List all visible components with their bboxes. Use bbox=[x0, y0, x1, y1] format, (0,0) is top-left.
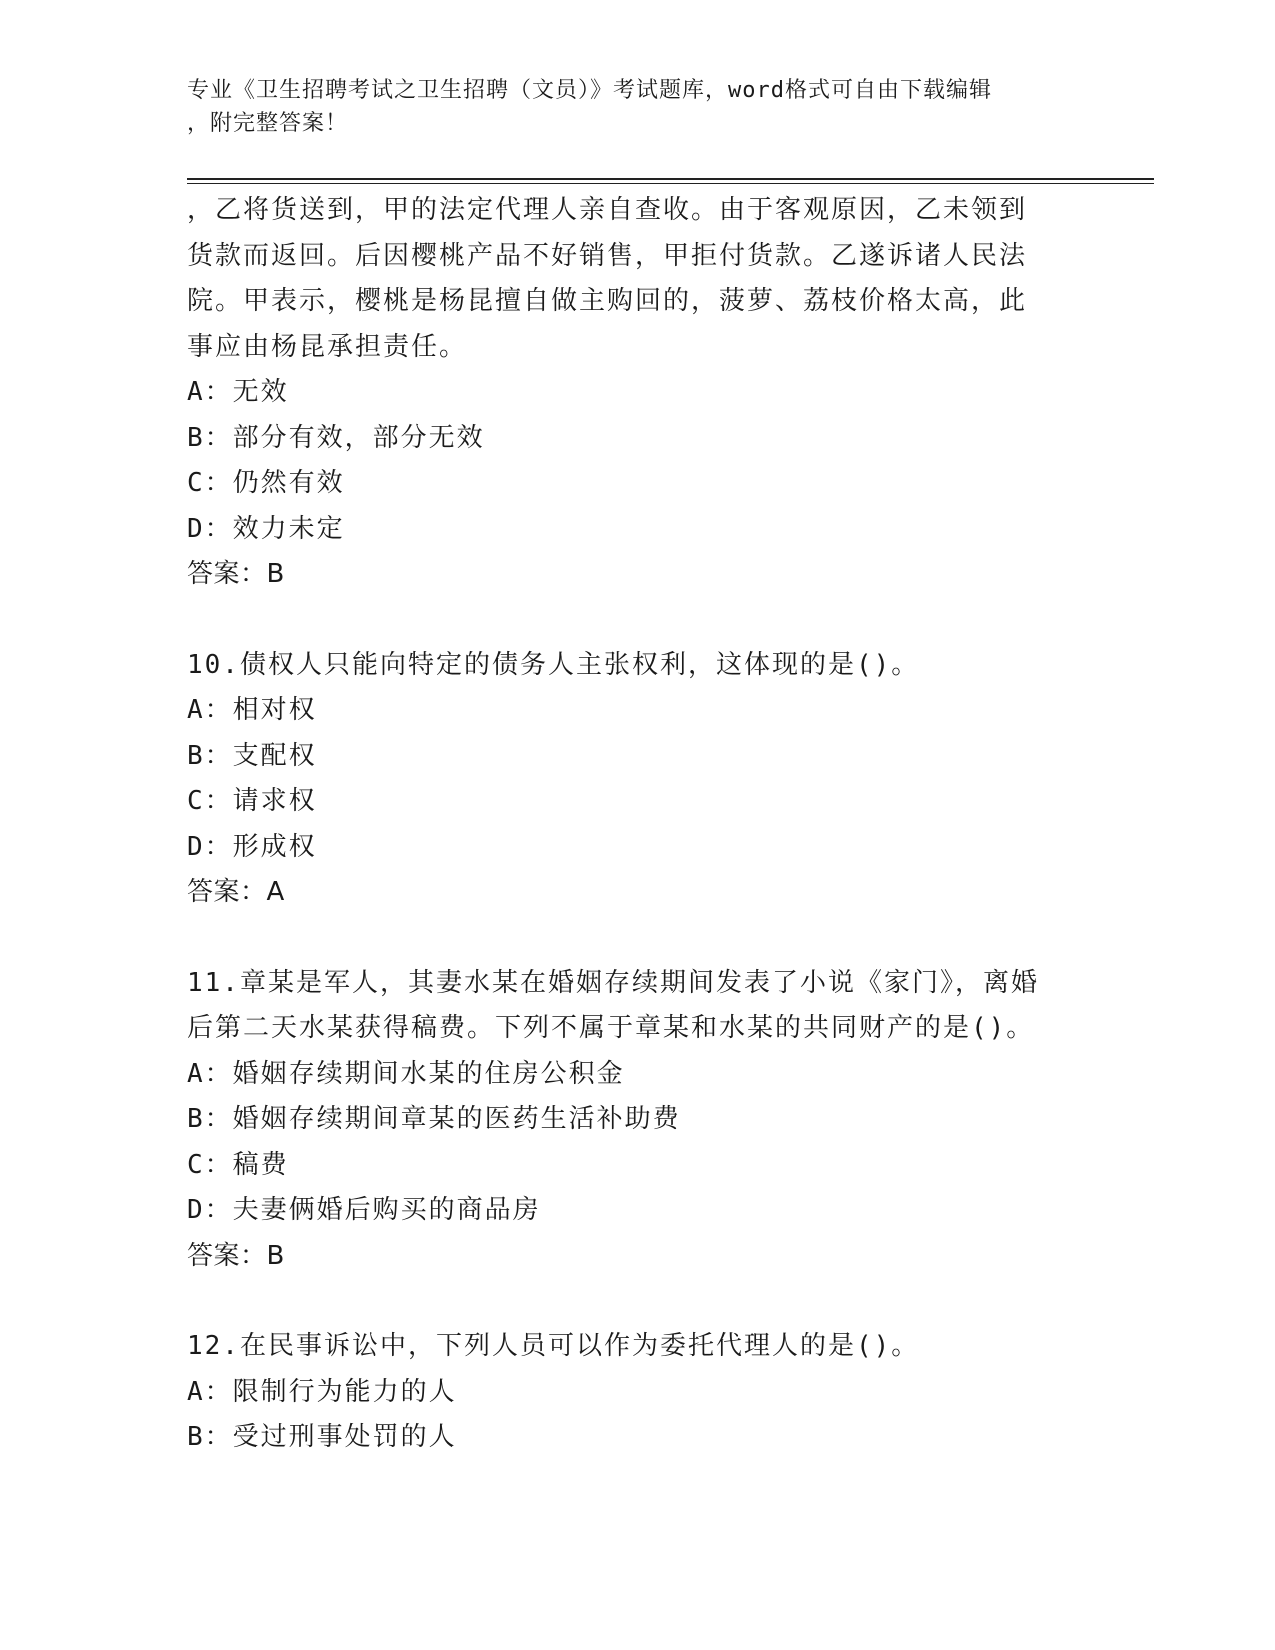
option-a: A：限制行为能力的人 bbox=[187, 1376, 457, 1407]
option-a: A：婚姻存续期间水某的住房公积金 bbox=[187, 1058, 625, 1089]
option-a: A：无效 bbox=[187, 377, 289, 407]
option-c: C：稿费 bbox=[187, 1149, 289, 1180]
document-header bbox=[187, 74, 1087, 140]
question-text-line: 12.在民事诉讼中，下列人员可以作为委托代理人的是()。 bbox=[187, 1331, 920, 1361]
question-text-line: 后第二天水某获得稿费。下列不属于章某和水某的共同财产的是()。 bbox=[187, 1013, 1035, 1043]
question-text-line: 货款而返回。后因樱桃产品不好销售，甲拒付货款。乙遂诉诸人民法 bbox=[187, 240, 1028, 271]
header-line-2: ，附完整答案！ bbox=[187, 111, 349, 136]
question-text-line: 院。甲表示，樱桃是杨昆擅自做主购回的，菠萝、荔枝价格太高，此 bbox=[187, 286, 1028, 316]
question-text-line: ，乙将货送到，甲的法定代理人亲自查收。由于客观原因，乙未领到 bbox=[187, 195, 1028, 225]
option-b: B：受过刑事处罚的人 bbox=[187, 1422, 457, 1452]
answer-line: 答案：A bbox=[187, 877, 285, 907]
question-11 bbox=[187, 961, 1087, 1280]
answer-line: 答案：B bbox=[187, 1240, 285, 1271]
question-12 bbox=[187, 1324, 1087, 1461]
question-text-line: 10.债权人只能向特定的债务人主张权利，这体现的是()。 bbox=[187, 649, 920, 680]
header-divider-thin bbox=[187, 183, 1154, 184]
option-b: B：婚姻存续期间章某的医药生活补助费 bbox=[187, 1104, 681, 1134]
option-c: C：请求权 bbox=[187, 786, 317, 816]
question-9 bbox=[187, 188, 1087, 598]
question-text-line: 事应由杨昆承担责任。 bbox=[187, 331, 468, 362]
option-a: A：相对权 bbox=[187, 695, 317, 725]
question-text-line: 11.章某是军人，其妻水某在婚姻存续期间发表了小说《家门》，离婚 bbox=[187, 967, 1039, 998]
option-d: D：夫妻俩婚后购买的商品房 bbox=[187, 1195, 541, 1225]
header-line-1: 专业《卫生招聘考试之卫生招聘（文员）》考试题库，word格式可自由下载编辑 bbox=[187, 78, 992, 103]
header-divider-thick bbox=[187, 178, 1154, 180]
option-c: C：仍然有效 bbox=[187, 468, 345, 498]
answer-line: 答案：B bbox=[187, 559, 285, 589]
option-b: B：支配权 bbox=[187, 740, 317, 771]
option-d: D：效力未定 bbox=[187, 513, 345, 544]
option-b: B：部分有效，部分无效 bbox=[187, 422, 485, 453]
option-d: D：形成权 bbox=[187, 831, 317, 862]
question-10 bbox=[187, 643, 1087, 916]
question-content bbox=[187, 188, 1087, 1461]
